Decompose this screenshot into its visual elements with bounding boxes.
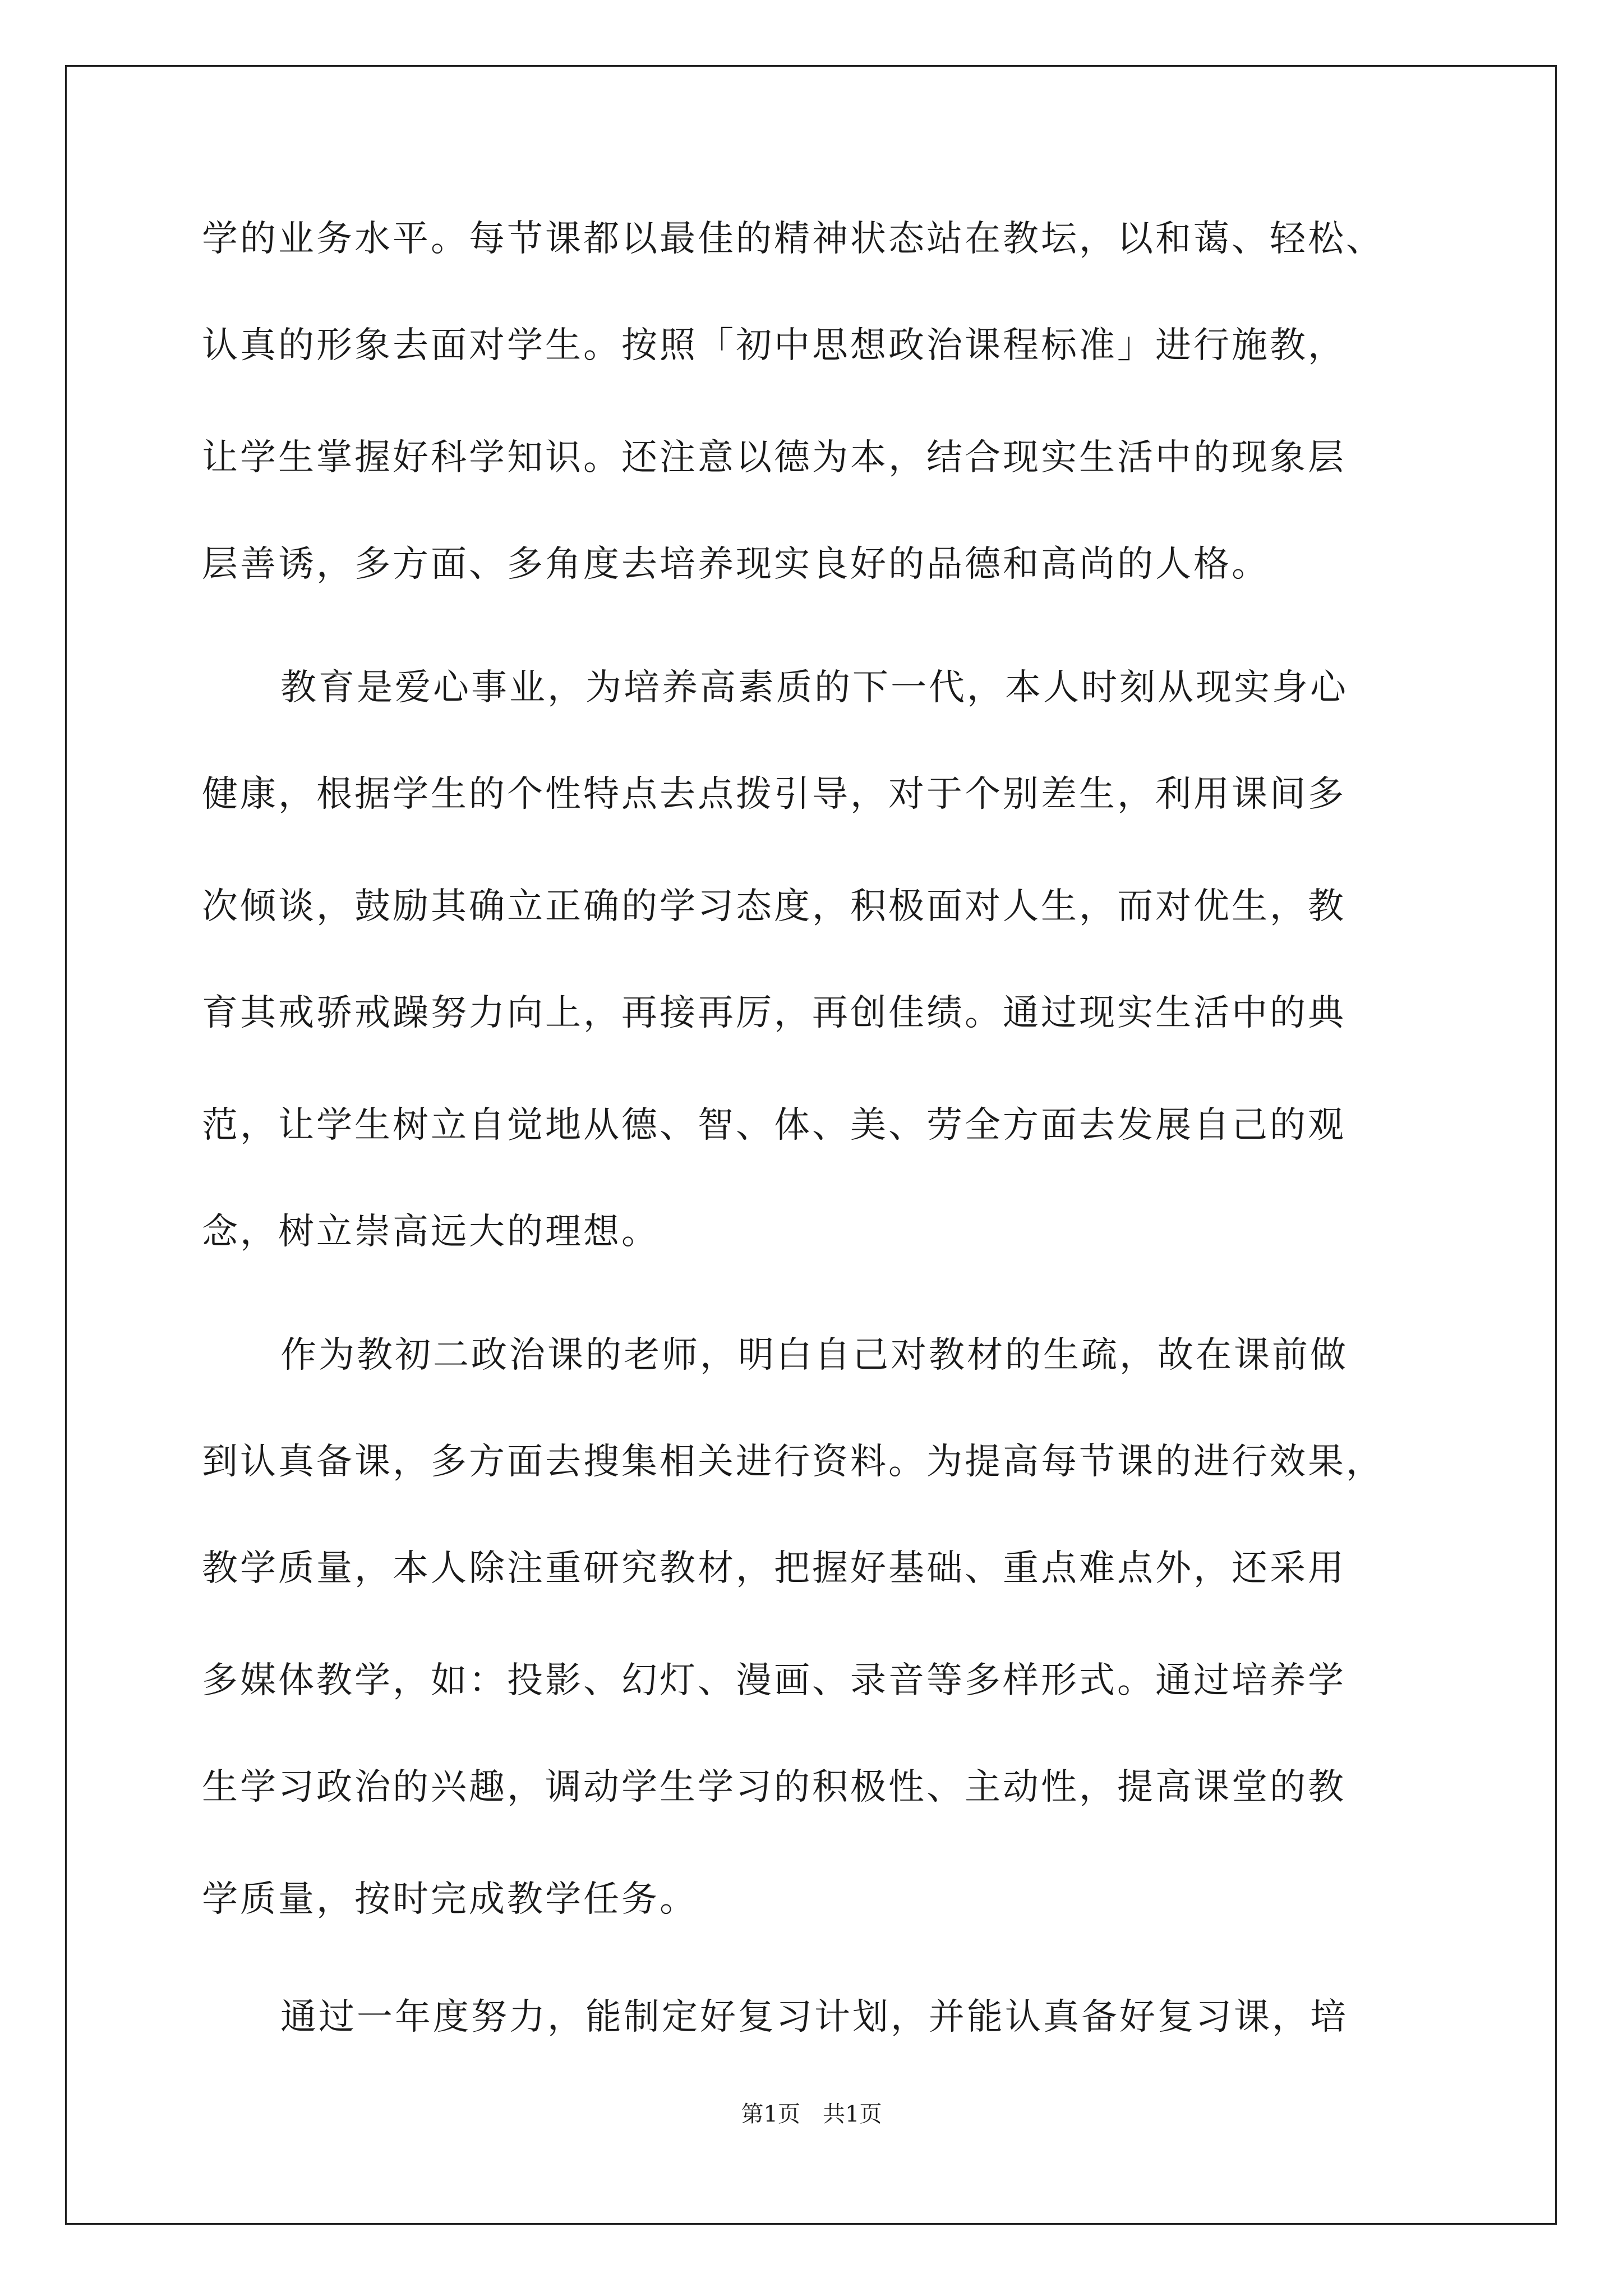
- paragraph-start-line: 作为教初二政治课的老师，明白自己对教材的生疏，故在课前做: [280, 1335, 1348, 1376]
- paragraph-start-line: 教育是爱心事业，为培养高素质的下一代，本人时刻从现实身心: [280, 667, 1348, 708]
- text-line: 到认真备课，多方面去搜集相关进行资料。为提高每节课的进行效果，: [202, 1441, 1384, 1483]
- text-line: 念，树立崇高远大的理想。: [202, 1211, 660, 1253]
- text-line: 生学习政治的兴趣，调动学生学习的积极性、主动性，提高课堂的教: [202, 1766, 1346, 1808]
- text-line: 范，让学生树立自觉地从德、智、体、美、劳全方面去发展自己的观: [202, 1105, 1346, 1146]
- text-line: 层善诱，多方面、多角度去培养现实良好的品德和高尚的人格。: [202, 544, 1270, 585]
- text-line: 让学生掌握好科学知识。还注意以德为本，结合现实生活中的现象层: [202, 437, 1346, 478]
- text-line: 教学质量，本人除注重研究教材，把握好基础、重点难点外，还采用: [202, 1548, 1346, 1589]
- paragraph-start-line: 通过一年度努力，能制定好复习计划，并能认真备好复习课，培: [280, 1996, 1348, 2038]
- page-footer: [0, 2100, 1623, 2128]
- text-line: 育其戒骄戒躁努力向上，再接再厉，再创佳绩。通过现实生活中的典: [202, 992, 1346, 1034]
- text-line: 学质量，按时完成教学任务。: [202, 1879, 698, 1920]
- text-line: 次倾谈，鼓励其确立正确的学习态度，积极面对人生，而对优生，教: [202, 886, 1346, 927]
- text-line: 多媒体教学，如：投影、幻灯、漫画、录音等多样形式。通过培养学: [202, 1660, 1346, 1701]
- page-total: 共1页: [823, 2101, 882, 2127]
- text-line: 学的业务水平。每节课都以最佳的精神状态站在教坛，以和蔼、轻松、: [202, 218, 1384, 260]
- page-number: 第1页: [741, 2101, 800, 2127]
- text-line: 健康，根据学生的个性特点去点拨引导，对于个别差生，利用课间多: [202, 774, 1346, 815]
- text-line: 认真的形象去面对学生。按照「初中思想政治课程标准」进行施教，: [202, 325, 1346, 366]
